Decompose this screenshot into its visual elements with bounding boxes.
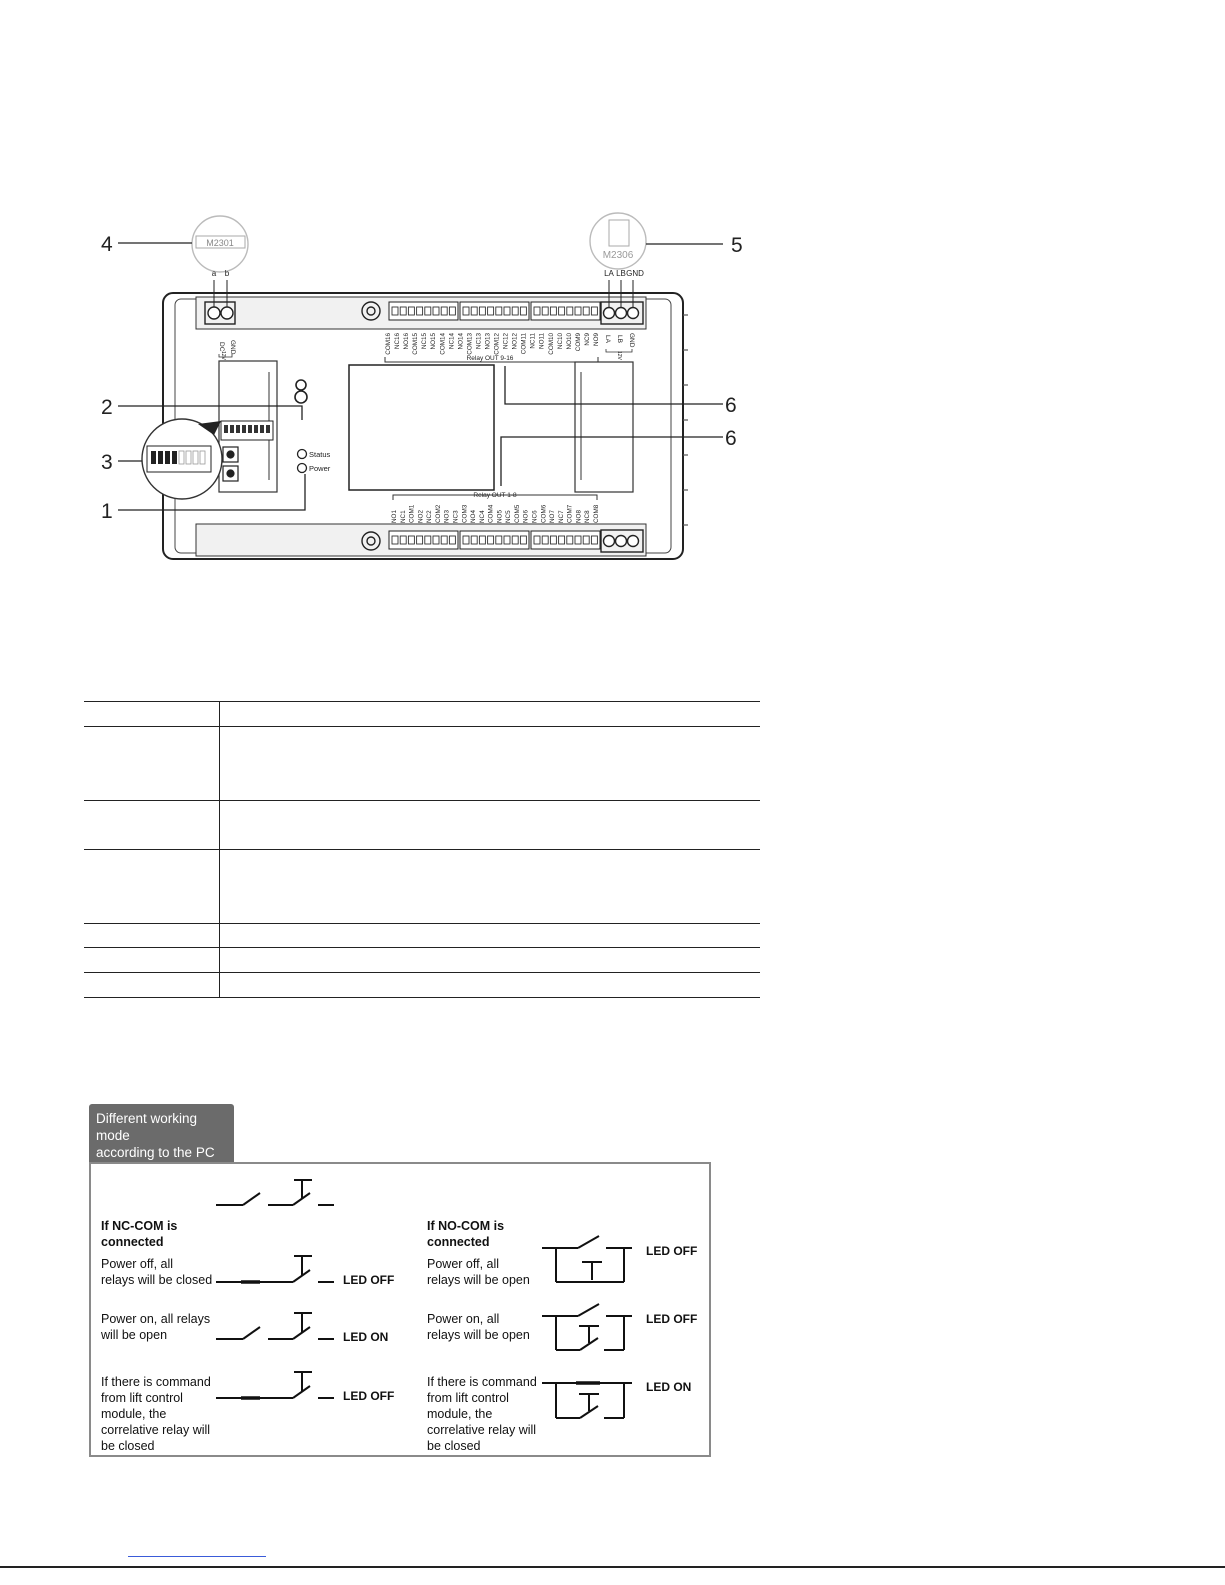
status-led-label: Status bbox=[309, 450, 331, 459]
nc-title-line: connected bbox=[101, 1235, 164, 1249]
text-line: Power on, all bbox=[427, 1312, 500, 1326]
board-buttons bbox=[223, 447, 238, 481]
relay-blocks-bottom bbox=[389, 531, 600, 549]
relay-pin-label: NC15 bbox=[421, 333, 429, 350]
relay-pin-label: NC14 bbox=[448, 333, 456, 350]
relay-pin-label: COM8 bbox=[593, 504, 600, 523]
relay-pin-label: NC4 bbox=[478, 510, 486, 523]
device-diagram bbox=[0, 0, 1225, 600]
relay-pin-label: COM11 bbox=[520, 333, 528, 355]
text-line: correlative relay will bbox=[101, 1423, 211, 1437]
table-column-divider bbox=[219, 701, 220, 998]
right-module bbox=[575, 362, 633, 492]
no-row-3-led: LED ON bbox=[646, 1380, 692, 1394]
table-rule bbox=[84, 997, 760, 998]
nc-title-line: If NC-COM is bbox=[101, 1219, 178, 1233]
working-mode-header bbox=[89, 1104, 234, 1177]
terminal-label-a: a bbox=[211, 269, 217, 278]
relay-blocks-top bbox=[389, 302, 600, 320]
badge-m2301-label: M2301 bbox=[206, 238, 234, 248]
label-la-bottom: LA bbox=[604, 335, 611, 343]
relay-pin-label: NC7 bbox=[557, 510, 565, 523]
relay-pin-label: NC10 bbox=[556, 333, 564, 350]
power-led bbox=[298, 464, 307, 473]
table-rule bbox=[84, 701, 760, 702]
relay-pin-label: NO2 bbox=[417, 510, 425, 523]
switch-symbol-nc-3 bbox=[216, 1372, 334, 1398]
text-line: Power on, all relays bbox=[101, 1312, 211, 1326]
terminal-label-b: b bbox=[224, 269, 230, 278]
relay-pin-label: COM10 bbox=[547, 333, 555, 355]
relay-pin-label: COM15 bbox=[412, 333, 420, 355]
relay-connector-block bbox=[460, 531, 529, 549]
relay-pin-label: COM7 bbox=[566, 504, 574, 523]
no-title-line: connected bbox=[427, 1235, 490, 1249]
terminal-label-lb: LB bbox=[616, 269, 626, 278]
power-led-label: Power bbox=[309, 464, 331, 473]
relay-top-label: Relay OUT 9-16 bbox=[466, 355, 514, 362]
center-board bbox=[349, 365, 494, 490]
callout-2: 2 bbox=[101, 396, 113, 419]
relay-pin-label: NO4 bbox=[470, 510, 477, 523]
relay-pin-label: COM13 bbox=[466, 333, 474, 355]
switch-symbol-nc-2 bbox=[216, 1313, 334, 1339]
text-line: from lift control bbox=[427, 1391, 509, 1405]
relay-pin-label: COM16 bbox=[385, 333, 392, 355]
relay-pin-label: COM1 bbox=[408, 504, 416, 523]
relay-pin-label: NO14 bbox=[457, 333, 465, 350]
text-line: If there is command bbox=[427, 1375, 537, 1389]
relay-pin-label: COM2 bbox=[434, 504, 442, 523]
text-line: relays will be closed bbox=[101, 1273, 213, 1287]
text-line: module, the bbox=[427, 1407, 493, 1421]
table-rule bbox=[84, 849, 760, 850]
table-rule bbox=[84, 726, 760, 727]
text-line: Power off, all bbox=[101, 1257, 174, 1271]
callout-3: 3 bbox=[101, 451, 113, 474]
switch-symbol-legend bbox=[216, 1180, 334, 1205]
nc-row-1-led: LED OFF bbox=[343, 1273, 395, 1287]
relay-pin-label: NC16 bbox=[394, 333, 401, 350]
relay-pin-label: NO7 bbox=[549, 510, 557, 523]
header-line: according to the PC bbox=[96, 1145, 215, 1160]
relay-pin-label: NC13 bbox=[475, 333, 483, 350]
relay-pin-label: COM5 bbox=[514, 504, 521, 523]
label-lb-bottom: LB bbox=[616, 335, 623, 343]
callout-1: 1 bbox=[101, 500, 113, 523]
label-gnd: GND bbox=[229, 340, 236, 355]
callout-6-top: 6 bbox=[725, 394, 737, 417]
relay-connector-block bbox=[460, 302, 529, 320]
relay-pin-label: NC1 bbox=[399, 510, 407, 523]
callout-5: 5 bbox=[731, 234, 743, 257]
label-dc: DC bbox=[218, 342, 225, 352]
status-led bbox=[298, 450, 307, 459]
footer-link-underline[interactable] bbox=[128, 1556, 266, 1557]
relay-pin-label: NC9 bbox=[584, 333, 591, 346]
switch-symbol-no-3 bbox=[542, 1383, 632, 1418]
footer-rule bbox=[0, 1566, 1225, 1568]
relay-pin-label: NC8 bbox=[584, 510, 592, 523]
relay-pin-label: NO5 bbox=[496, 510, 504, 523]
switch-symbol-no-1 bbox=[542, 1236, 632, 1282]
relay-pin-label: COM4 bbox=[487, 504, 495, 523]
relay-pin-label: NO15 bbox=[430, 333, 438, 350]
table-rule bbox=[84, 923, 760, 924]
spec-table bbox=[84, 701, 760, 998]
relay-pin-label: NO13 bbox=[484, 333, 492, 350]
terminal-label-gnd: GND bbox=[626, 269, 644, 278]
relay-pin-label: NO12 bbox=[511, 333, 519, 350]
text-line: correlative relay will bbox=[427, 1423, 537, 1437]
relay-pin-label: NC6 bbox=[531, 510, 539, 523]
relay-pin-label: COM6 bbox=[540, 504, 548, 523]
text-line: If there is command bbox=[101, 1375, 211, 1389]
relay-pin-label: NC11 bbox=[529, 333, 537, 349]
switch-symbol-no-2 bbox=[542, 1304, 632, 1350]
switch-symbols bbox=[0, 1160, 760, 1460]
relay-pin-label: NO8 bbox=[575, 510, 583, 523]
relay-pins-bottom bbox=[391, 504, 600, 523]
text-line: relays will be open bbox=[427, 1273, 530, 1287]
relay-pin-label: NO3 bbox=[443, 510, 451, 523]
text-line: be closed bbox=[427, 1439, 481, 1453]
relay-pin-label: NC2 bbox=[426, 510, 434, 523]
no-row-1-led: LED OFF bbox=[646, 1244, 698, 1258]
text-line: will be open bbox=[101, 1328, 168, 1342]
label-gnd-bottom: GND bbox=[628, 333, 635, 348]
relay-pin-label: NO6 bbox=[522, 510, 530, 523]
text-line: Power off, all bbox=[427, 1257, 500, 1271]
relay-pin-label: NC12 bbox=[502, 333, 510, 350]
relay-pin-label: COM14 bbox=[439, 333, 447, 355]
table-rule bbox=[84, 947, 760, 948]
dip-switch-board bbox=[221, 421, 273, 440]
relay-connector-block bbox=[531, 531, 600, 549]
relay-pin-label: COM12 bbox=[493, 333, 501, 355]
text-line: relays will be open bbox=[427, 1328, 530, 1342]
relay-pin-label: COM3 bbox=[461, 504, 469, 523]
table-rule bbox=[84, 972, 760, 973]
callout-4: 4 bbox=[101, 233, 113, 256]
nc-row-3-led: LED OFF bbox=[343, 1389, 395, 1403]
relay-pin-label: NC5 bbox=[505, 510, 513, 523]
relay-pin-label: NO16 bbox=[403, 333, 411, 350]
relay-pin-label: COM9 bbox=[574, 333, 582, 352]
text-line: be closed bbox=[101, 1439, 155, 1453]
relay-bottom-label: Relay OUT 1-8 bbox=[473, 492, 517, 499]
no-row-2-led: LED OFF bbox=[646, 1312, 698, 1326]
header-line: Different working mode bbox=[96, 1111, 198, 1143]
seven-segment-display bbox=[295, 380, 307, 403]
no-title-line: If NO-COM is bbox=[427, 1219, 505, 1233]
relay-pin-label: NO10 bbox=[565, 333, 573, 350]
relay-pins-top bbox=[385, 333, 600, 355]
relay-connector-block bbox=[531, 302, 600, 320]
label-12v: 12V bbox=[220, 351, 226, 360]
relay-pin-label: NC3 bbox=[452, 510, 460, 523]
relay-pin-label: NO11 bbox=[538, 333, 546, 349]
relay-pin-label: NO9 bbox=[593, 333, 600, 346]
callout-6-bottom: 6 bbox=[725, 427, 737, 450]
label-12v-rs485: 12V bbox=[616, 351, 622, 360]
text-line: from lift control bbox=[101, 1391, 183, 1405]
table-rule bbox=[84, 800, 760, 801]
badge-m2306-label: M2306 bbox=[602, 250, 634, 261]
header-line: software setting bbox=[96, 1162, 191, 1177]
switch-symbol-nc-1 bbox=[216, 1256, 334, 1282]
nc-row-2-led: LED ON bbox=[343, 1330, 389, 1344]
relay-pin-label: NO1 bbox=[391, 510, 398, 523]
text-line: module, the bbox=[101, 1407, 167, 1421]
terminal-label-la: LA bbox=[604, 269, 614, 278]
